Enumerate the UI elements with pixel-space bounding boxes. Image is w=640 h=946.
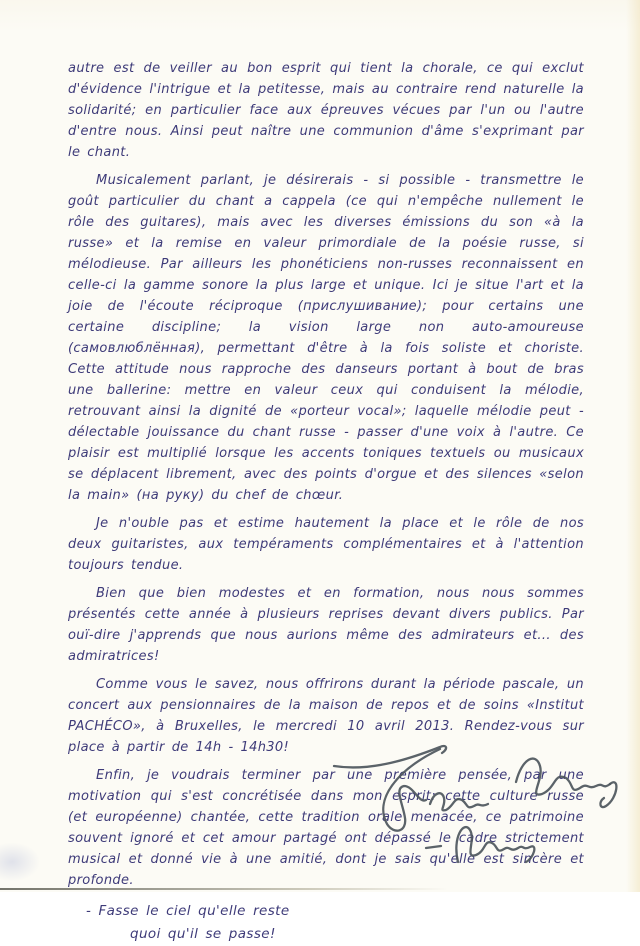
signature [330,742,630,887]
closing-line-2: quoi qu'il se passe! [130,926,276,942]
letter-paragraph: Je n'ouble pas et estime hautement la place et le rôle de nos deux guitaristes, aux tempéraments complémentaires et à l'attention toujours tendue. [68,516,584,573]
scan-edge [0,888,448,890]
signature-flourish [334,746,616,862]
letter-paragraph: Enfin, je voudrais terminer par une première pensée, par une motivation qui s'est concrétisée dans mon esprit: cette culture russe (et européenne) chantée, cette tradition orale menacée, ce patrimoine souvent ignoré et cet amour partagé ont dépassé le cadre strictement musical et donné vie à une amitié, dont je sais qu'elle est sincère et profonde. [68,768,584,888]
closing-lines [68,900,584,946]
letter-paragraph: autre est de veiller au bon esprit qui tient la chorale, ce qui exclut d'évidence l'intrigue et la petitesse, mais au contraire rend naturelle la solidarité; en particulier face aux épreuves vécues par l'un ou l'autre d'entre nous. Ainsi peut naître une communion d'âme s'exprimant par le chant. [68,61,584,160]
letter-paragraph: Musicalement parlant, je désirerais - si possible - transmettre le goût particulier du chant a cappela (ce qui n'empêche nullement le rôle des guitares), mais avec les diverses émissions du son «à la russe» et la remise en valeur primordiale de la poésie russe, si mélodieuse. Par ailleurs les phonéticiens non-russes reconnaissent en celle-ci la gamme sonore la plus large et unique. Ici je situe l'art et la joie de l'écoute réciproque (прислушивание); pour certains une certaine discipline; la vision large non auto-amoureuse (самовлюблённая), permettant d'être à la fois soliste et choriste. Cette attitude nous rapproche des danseurs portant à bout de bras une ballerine: mettre en valeur ceux qui conduisent la mélodie, retrouvant ainsi la dignité de «porteur vocal»; laquelle mélodie peut - délectable jouissance du chant russe - passer d'une voix à l'autre. Ce plaisir est multiplié lorsque les accents toniques textuels ou musicaux se déplacent librement, avec des points d'orgue et des silences «selon la main» (на руку) du chef de chœur. [68,173,584,503]
closing-line-1: - Fasse le ciel qu'elle reste [86,903,290,919]
letter-paragraph: Comme vous le savez, nous offrirons durant la période pascale, un concert aux pensionnaires de la maison de repos et de soins «Institut PACHÉCO», à Bruxelles, le mercredi 10 avril 2013. Rendez-vous sur place à partir de 14h - 14h30! [68,677,584,755]
letter-paragraph: Bien que bien modestes et en formation, nous nous sommes présentés cette année à plusieurs reprises devant divers publics. Par ouï-dire j'apprends que nous aurions même des admirateurs et... des admiratrices! [68,586,584,664]
